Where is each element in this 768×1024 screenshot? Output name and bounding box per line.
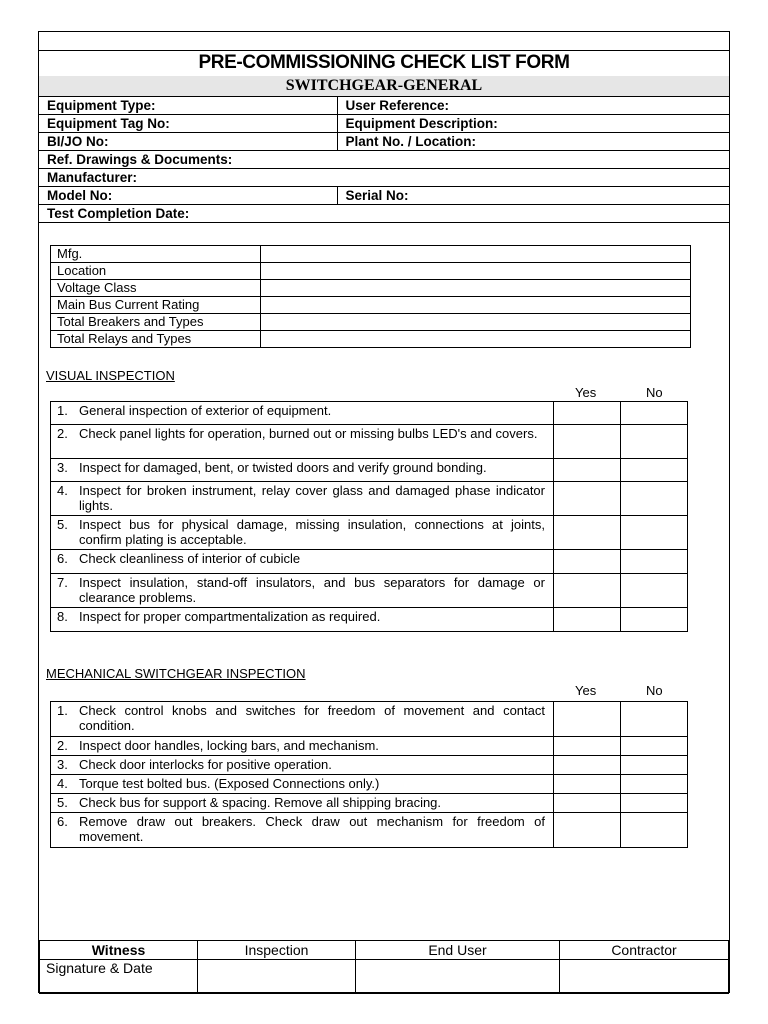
mechanical-yes-header: Yes [575, 683, 597, 698]
yes-checkbox[interactable] [553, 550, 620, 574]
equipment-description-field[interactable]: Equipment Description: [337, 115, 729, 133]
witness-header: Witness [40, 941, 198, 960]
checklist-row [51, 574, 688, 608]
item-number: 1. [57, 703, 68, 718]
item-text: Inspect for damaged, bent, or twisted doors and verify ground bonding. [79, 460, 487, 475]
item-number: 6. [57, 551, 68, 566]
no-checkbox[interactable] [620, 459, 687, 482]
spec-label: Location [51, 263, 261, 280]
checklist-item [51, 702, 554, 737]
item-number: 4. [57, 776, 68, 791]
spec-value-cell[interactable] [261, 331, 691, 348]
spec-label: Main Bus Current Rating [51, 297, 261, 314]
item-number: 3. [57, 757, 68, 772]
item-text: Check control knobs and switches for freedom of movement and contact condition. [79, 703, 545, 733]
spec-row [51, 246, 691, 263]
signoff-table [39, 940, 729, 994]
checklist-item [51, 482, 554, 516]
spec-value-cell[interactable] [261, 297, 691, 314]
equipment-spec-table [50, 245, 691, 348]
form-frame [38, 31, 730, 993]
no-checkbox[interactable] [620, 702, 687, 737]
checklist-item [51, 608, 554, 632]
item-number: 1. [57, 403, 68, 418]
spec-label: Voltage Class [51, 280, 261, 297]
no-checkbox[interactable] [620, 574, 687, 608]
no-checkbox[interactable] [620, 756, 687, 775]
serial-no-field[interactable]: Serial No: [337, 187, 729, 205]
item-text: Check bus for support & spacing. Remove all shipping bracing. [79, 795, 442, 810]
yes-checkbox[interactable] [553, 459, 620, 482]
item-text: Inspect for broken instrument, relay cover glass and damaged phase indicator lights. [79, 483, 545, 513]
checklist-row [51, 482, 688, 516]
checklist-row [51, 516, 688, 550]
item-number: 7. [57, 575, 68, 590]
spec-value-cell[interactable] [261, 280, 691, 297]
yes-checkbox[interactable] [553, 813, 620, 848]
no-checkbox[interactable] [620, 402, 687, 425]
checklist-item [51, 794, 554, 813]
yes-checkbox[interactable] [553, 702, 620, 737]
checklist-row [51, 550, 688, 574]
end-user-header: End User [356, 941, 560, 960]
contractor-header: Contractor [560, 941, 729, 960]
checklist-item [51, 459, 554, 482]
checklist-item [51, 516, 554, 550]
no-checkbox[interactable] [620, 550, 687, 574]
checklist-row [51, 775, 688, 794]
spec-row [51, 314, 691, 331]
yes-checkbox[interactable] [553, 756, 620, 775]
model-no-field[interactable]: Model No: [39, 187, 337, 205]
checklist-row [51, 794, 688, 813]
yes-checkbox[interactable] [553, 608, 620, 632]
spec-value-cell[interactable] [261, 314, 691, 331]
end-user-signature-field[interactable] [356, 960, 560, 994]
plant-location-field[interactable]: Plant No. / Location: [337, 133, 729, 151]
checklist-row [51, 608, 688, 632]
checklist-item [51, 775, 554, 794]
ref-drawings-field[interactable]: Ref. Drawings & Documents: [39, 151, 729, 169]
yes-checkbox[interactable] [553, 482, 620, 516]
item-number: 2. [57, 738, 68, 753]
user-reference-field[interactable]: User Reference: [337, 97, 729, 115]
item-number: 6. [57, 814, 68, 829]
spec-row [51, 263, 691, 280]
manufacturer-field[interactable]: Manufacturer: [39, 169, 729, 187]
checklist-item [51, 425, 554, 459]
checklist-row [51, 459, 688, 482]
item-text: Inspect for proper compartmentalization as required. [79, 609, 381, 624]
visual-inspection-table [50, 401, 688, 632]
equipment-tag-field[interactable]: Equipment Tag No: [39, 115, 337, 133]
item-number: 4. [57, 483, 68, 498]
no-checkbox[interactable] [620, 516, 687, 550]
checklist-row [51, 813, 688, 848]
checklist-row [51, 737, 688, 756]
form-title: PRE-COMMISSIONING CHECK LIST FORM [198, 52, 570, 73]
checklist-item [51, 574, 554, 608]
mechanical-inspection-heading: MECHANICAL SWITCHGEAR INSPECTION [46, 666, 306, 681]
item-text: Inspect insulation, stand-off insulators, and bus separators for damage or clearance problems. [79, 575, 545, 605]
item-number: 5. [57, 795, 68, 810]
signature-date-label: Signature & Date [40, 960, 198, 994]
contractor-signature-field[interactable] [560, 960, 729, 994]
no-checkbox[interactable] [620, 608, 687, 632]
item-text: Check cleanliness of interior of cubicle [79, 551, 301, 566]
inspection-signature-field[interactable] [198, 960, 356, 994]
visual-yes-header: Yes [575, 385, 597, 400]
spec-value-cell[interactable] [261, 263, 691, 280]
item-text: Check door interlocks for positive operation. [79, 757, 332, 772]
spec-label: Total Relays and Types [51, 331, 261, 348]
checklist-row [51, 756, 688, 775]
spec-row [51, 331, 691, 348]
item-text: Torque test bolted bus. (Exposed Connections only.) [79, 776, 380, 791]
mechanical-inspection-table [50, 701, 688, 848]
item-number: 2. [57, 426, 68, 441]
form-subtitle: SWITCHGEAR-GENERAL [39, 76, 729, 96]
no-checkbox[interactable] [620, 737, 687, 756]
checklist-item [51, 402, 554, 425]
mechanical-no-header: No [646, 683, 663, 698]
equipment-type-field[interactable]: Equipment Type: [39, 97, 337, 115]
spec-label: Mfg. [51, 246, 261, 263]
no-checkbox[interactable] [620, 813, 687, 848]
checklist-row [51, 402, 688, 425]
no-checkbox[interactable] [620, 482, 687, 516]
spec-row [51, 297, 691, 314]
bijo-field[interactable]: BI/JO No: [39, 133, 337, 151]
header-fields [39, 96, 729, 223]
inspection-header: Inspection [198, 941, 356, 960]
checklist-item [51, 550, 554, 574]
yes-checkbox[interactable] [553, 516, 620, 550]
checklist-item [51, 813, 554, 848]
item-text: Check panel lights for operation, burned out or missing bulbs LED's and covers. [79, 426, 538, 441]
checklist-item [51, 737, 554, 756]
item-number: 3. [57, 460, 68, 475]
top-strip [39, 32, 729, 51]
yes-checkbox[interactable] [553, 574, 620, 608]
item-text: General inspection of exterior of equipment. [79, 403, 332, 418]
spec-value-cell[interactable] [261, 246, 691, 263]
checklist-row [51, 425, 688, 459]
no-checkbox[interactable] [620, 775, 687, 794]
item-text: Remove draw out breakers. Check draw out mechanism for freedom of movement. [79, 814, 545, 844]
no-checkbox[interactable] [620, 794, 687, 813]
checklist-item [51, 756, 554, 775]
spec-label: Total Breakers and Types [51, 314, 261, 331]
visual-no-header: No [646, 385, 663, 400]
visual-inspection-heading: VISUAL INSPECTION [46, 368, 175, 383]
item-text: Inspect door handles, locking bars, and mechanism. [79, 738, 379, 753]
spec-row [51, 280, 691, 297]
test-completion-field[interactable]: Test Completion Date: [39, 205, 729, 223]
item-text: Inspect bus for physical damage, missing insulation, connections at joints, confirm plating is acceptable. [79, 517, 545, 547]
yes-checkbox[interactable] [553, 402, 620, 425]
item-number: 5. [57, 517, 68, 532]
item-number: 8. [57, 609, 68, 624]
yes-checkbox[interactable] [553, 425, 620, 459]
yes-checkbox[interactable] [553, 737, 620, 756]
checklist-row [51, 702, 688, 737]
yes-checkbox[interactable] [553, 775, 620, 794]
yes-checkbox[interactable] [553, 794, 620, 813]
no-checkbox[interactable] [620, 425, 687, 459]
